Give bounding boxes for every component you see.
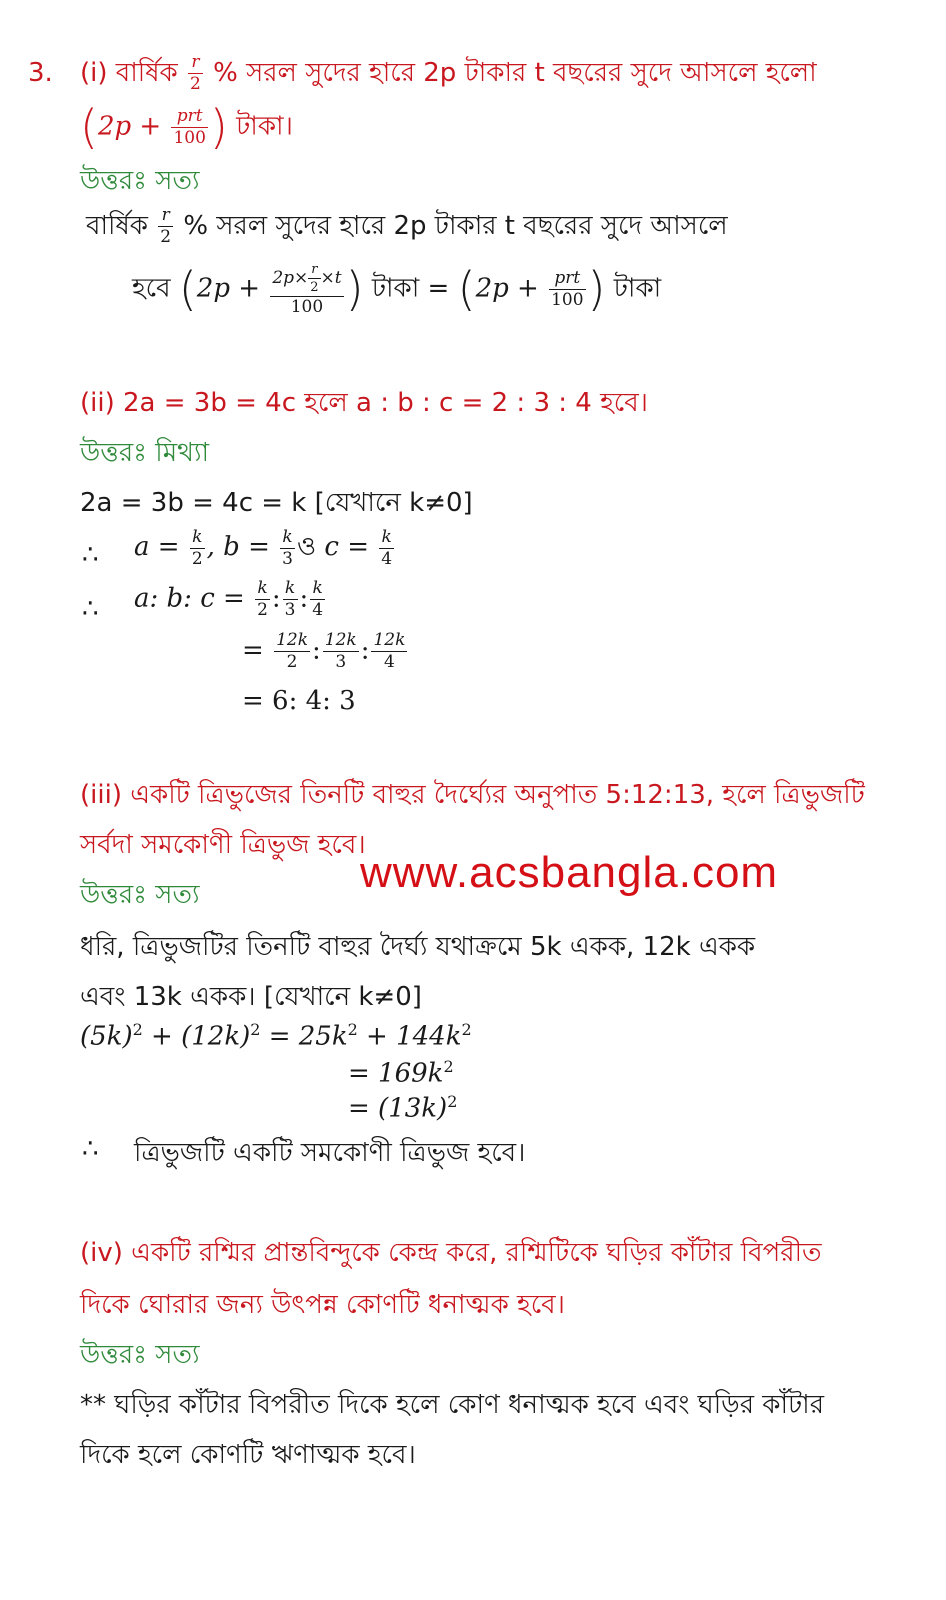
part2-line4: = $\frac{12k}{2}$ : $\frac{12k}{3}$ : $\frac{12k}{4}$ xyxy=(242,630,406,672)
part4-answer: উত্তরঃ সত্য xyxy=(80,1340,200,1370)
part2-question: (ii) 2a = 3b = 4c হলে a : b : c = 2 : 3 : 4 হবে। xyxy=(80,388,648,418)
therefore-symbol: ∴ xyxy=(82,1134,99,1164)
part2-line1: 2a = 3b = 4c = k [যেখানে k≠0] xyxy=(80,488,473,518)
therefore-symbol: ∴ xyxy=(82,540,99,570)
prt-over-100-fraction: $\frac{\text{prt}}{100}$ xyxy=(551,267,584,310)
prt-over-100-fraction: $\frac{\text{prt}}{100}$ xyxy=(173,105,206,148)
r-over-2-fraction: $\frac{r}{2}$ xyxy=(160,205,172,247)
part3-conclusion: ত্রিভুজটি একটি সমকোণী ত্রিভুজ হবে। xyxy=(134,1138,526,1168)
part1-question-line2 xyxy=(80,100,293,154)
part1-2p-plus: 2p + xyxy=(97,111,162,142)
part1-answer: উত্তরঃ সত্য xyxy=(80,166,200,196)
part2-line3: a: b: c = $\frac{k}{2}$ : $\frac{k}{3}$ : $\frac{k}{4}$ xyxy=(134,578,324,620)
part1-question-text-b: % সরল সুদের হারে 2p টাকার t বছরের সুদে আসলে হলো xyxy=(213,58,817,88)
part4-note-line1: ** ঘড়ির কাঁটার বিপরীত দিকে হলে কোণ ধনাত্মক হবে এবং ঘড়ির কাঁটার xyxy=(80,1390,825,1420)
part2-line5: = 6: 4: 3 xyxy=(242,686,356,716)
part1-explanation-line1: বার্ষিক $\frac{r}{2}$ % সরল সুদের হারে 2p টাকার t বছরের সুদে আসলে xyxy=(86,205,728,247)
part3-explanation-line1: ধরি, ত্রিভুজটির তিনটি বাহুর দৈর্ঘ্য যথাক্রমে 5k একক, 12k একক xyxy=(80,932,756,962)
part4-note-line2: দিকে হলে কোণটি ঋণাত্মক হবে। xyxy=(80,1440,416,1470)
part2-answer: উত্তরঃ মিথ্যা xyxy=(80,438,210,468)
part3-answer: উত্তরঃ সত্য xyxy=(80,880,200,910)
r-over-2-fraction: $\frac{r}{2}$ xyxy=(190,52,201,94)
part1-question-line1 xyxy=(80,52,817,96)
interest-formula-fraction: 2p× $\frac{r}{2}$ ×t 100 xyxy=(272,261,342,317)
part3-math-line1: $(5k)^2 + (12k)^2 = 25k^2 + 144k^2$ xyxy=(80,1020,472,1052)
part1-explanation-line2: হবে (2p + 2p× $\frac{r}{2}$ ×t 100 ) টাকা = (2p + $\frac{\text{prt}}{100}$ ) টাকা xyxy=(132,261,662,317)
part3-explanation-line2: এবং 13k একক। [যেখানে k≠0] xyxy=(80,982,422,1012)
part3-question-line1: (iii) একটি ত্রিভুজের তিনটি বাহুর দৈর্ঘ্যের অনুপাত 5:12:13, হলে ত্রিভুজটি xyxy=(80,780,865,810)
part1-question-text-a: (i) বার্ষিক xyxy=(80,58,178,88)
therefore-symbol: ∴ xyxy=(82,594,99,624)
right-paren: ) xyxy=(209,100,228,154)
watermark: www.acsbangla.com xyxy=(360,848,779,897)
question-number: 3. xyxy=(28,58,53,88)
part4-question-line1: (iv) একটি রশ্মির প্রান্তবিন্দুকে কেন্দ্র করে, রশ্মিটিকে ঘড়ির কাঁটার বিপরীত xyxy=(80,1238,822,1268)
part3-math-line2: = $169k^2$ xyxy=(348,1057,454,1089)
part2-line2: a = $\frac{k}{2}$ , b = $\frac{k}{3}$ ও c = $\frac{k}{4}$ xyxy=(134,526,393,569)
part4-question-line2: দিকে ঘোরার জন্য উৎপন্ন কোণটি ধনাত্মক হবে। xyxy=(80,1290,565,1320)
left-paren: ( xyxy=(80,100,98,154)
part1-taka: টাকা। xyxy=(236,111,293,142)
part3-question-line2: সর্বদা সমকোণী ত্রিভুজ হবে। xyxy=(80,830,366,860)
part3-math-line3: = $(13k)^2$ xyxy=(348,1092,458,1124)
